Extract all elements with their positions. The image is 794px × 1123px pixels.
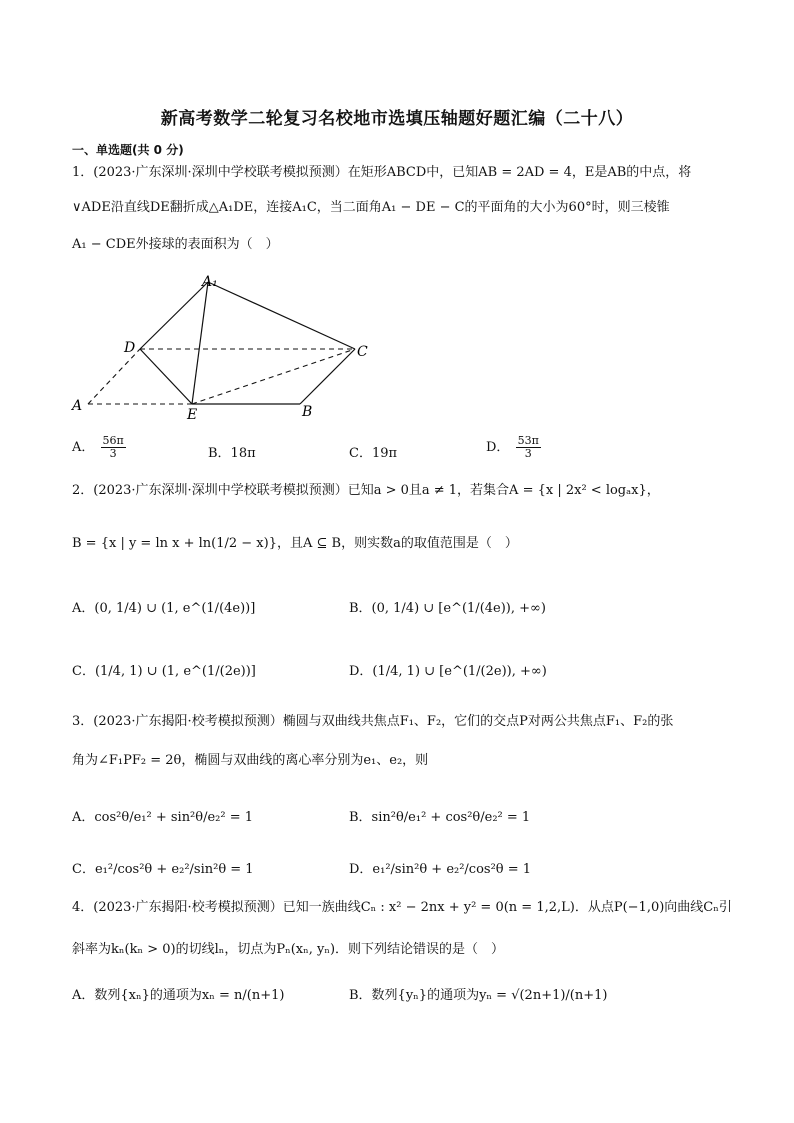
q4-option-b[interactable]: B．数列{yₙ}的通项为yₙ = √(2n+1)/(n+1) (349, 988, 608, 1003)
edge-D-E (140, 349, 192, 404)
page-title: 新高考数学二轮复习名校地市选填压轴题好题汇编（二十八） (160, 109, 634, 129)
label-A: A (72, 398, 83, 414)
q2-stem-line1: 2．(2023·广东深圳·深圳中学校联考模拟预测）已知a > 0且a ≠ 1，若集合A = {x | 2x² < logₐx}， (72, 483, 660, 498)
q2-stem-line2: B = {x | y = ln x + ln(1/2 − x)}，且A ⊆ B，则实数a的取值范围是（ ） (72, 536, 518, 551)
q1-stem-line2: ∨ADE沿直线DE翻折成△A₁DE，连接A₁C，当二面角A₁ − DE − C的平面角的大小为60°时，则三棱锥 (72, 200, 670, 215)
q1-option-d[interactable]: D． $\frac{53\pi}{3}$ (486, 434, 539, 460)
q3-option-a[interactable]: A．cos²θ/e₁² + sin²θ/e₂² = 1 (72, 810, 254, 825)
q1-option-b[interactable]: B．18π (208, 446, 256, 461)
edge-A-D (88, 349, 140, 404)
q4-stem-line2: 斜率为kₙ(kₙ > 0)的切线lₙ，切点为Pₙ(xₙ, yₙ)．则下列结论错误的是（ ） (72, 942, 505, 957)
edge-A1-D (140, 282, 208, 349)
q1-geometry-figure (70, 272, 380, 422)
q1-stem-line3: A₁ − CDE外接球的表面积为（ ） (72, 237, 279, 252)
q3-stem-line2: 角为∠F₁PF₂ = 2θ，椭圆与双曲线的离心率分别为e₁、e₂，则 (72, 753, 429, 768)
label-D: D (124, 340, 136, 356)
q2-option-a[interactable]: A．(0, 1/4) ∪ (1, e^(1/(4e))] (72, 601, 256, 616)
label-E: E (187, 407, 198, 422)
q3-option-c[interactable]: C．e₁²/cos²θ + e₂²/sin²θ = 1 (72, 862, 254, 877)
edge-B-C (300, 349, 355, 404)
q3-option-d[interactable]: D．e₁²/sin²θ + e₂²/cos²θ = 1 (349, 862, 532, 877)
edge-A1-E (192, 282, 208, 404)
label-A1: A₁ (202, 274, 218, 290)
section-heading: 一、单选题(共 0 分) (72, 143, 184, 157)
q4-option-a[interactable]: A．数列{xₙ}的通项为xₙ = n/(n+1) (72, 988, 285, 1003)
edge-E-C (192, 349, 355, 404)
q3-option-b[interactable]: B．sin²θ/e₁² + cos²θ/e₂² = 1 (349, 810, 531, 825)
q2-option-b[interactable]: B．(0, 1/4) ∪ [e^(1/(4e)), +∞) (349, 601, 546, 616)
q2-option-c[interactable]: C．(1/4, 1) ∪ (1, e^(1/(2e))] (72, 664, 256, 679)
q2-option-d[interactable]: D．(1/4, 1) ∪ [e^(1/(2e)), +∞) (349, 664, 547, 679)
q1-option-c[interactable]: C．19π (349, 446, 398, 461)
q4-stem-line1: 4．(2023·广东揭阳·校考模拟预测）已知一族曲线Cₙ : x² − 2nx + y² = 0(n = 1,2,L)．从点P(−1,0)向曲线Cₙ引 (72, 900, 732, 915)
edge-A1-C (208, 282, 355, 349)
label-C: C (357, 344, 368, 360)
q1-option-a[interactable]: A． $\frac{56\pi}{3}$ (72, 434, 124, 460)
q1-stem-line1: 1．(2023·广东深圳·深圳中学校联考模拟预测）在矩形ABCD中，已知AB = 2AD = 4，E是AB的中点，将 (72, 165, 692, 180)
q3-stem-line1: 3．(2023·广东揭阳·校考模拟预测）椭圆与双曲线共焦点F₁、F₂，它们的交点P对两公共焦点F₁、F₂的张 (72, 714, 674, 729)
label-B: B (302, 404, 313, 420)
